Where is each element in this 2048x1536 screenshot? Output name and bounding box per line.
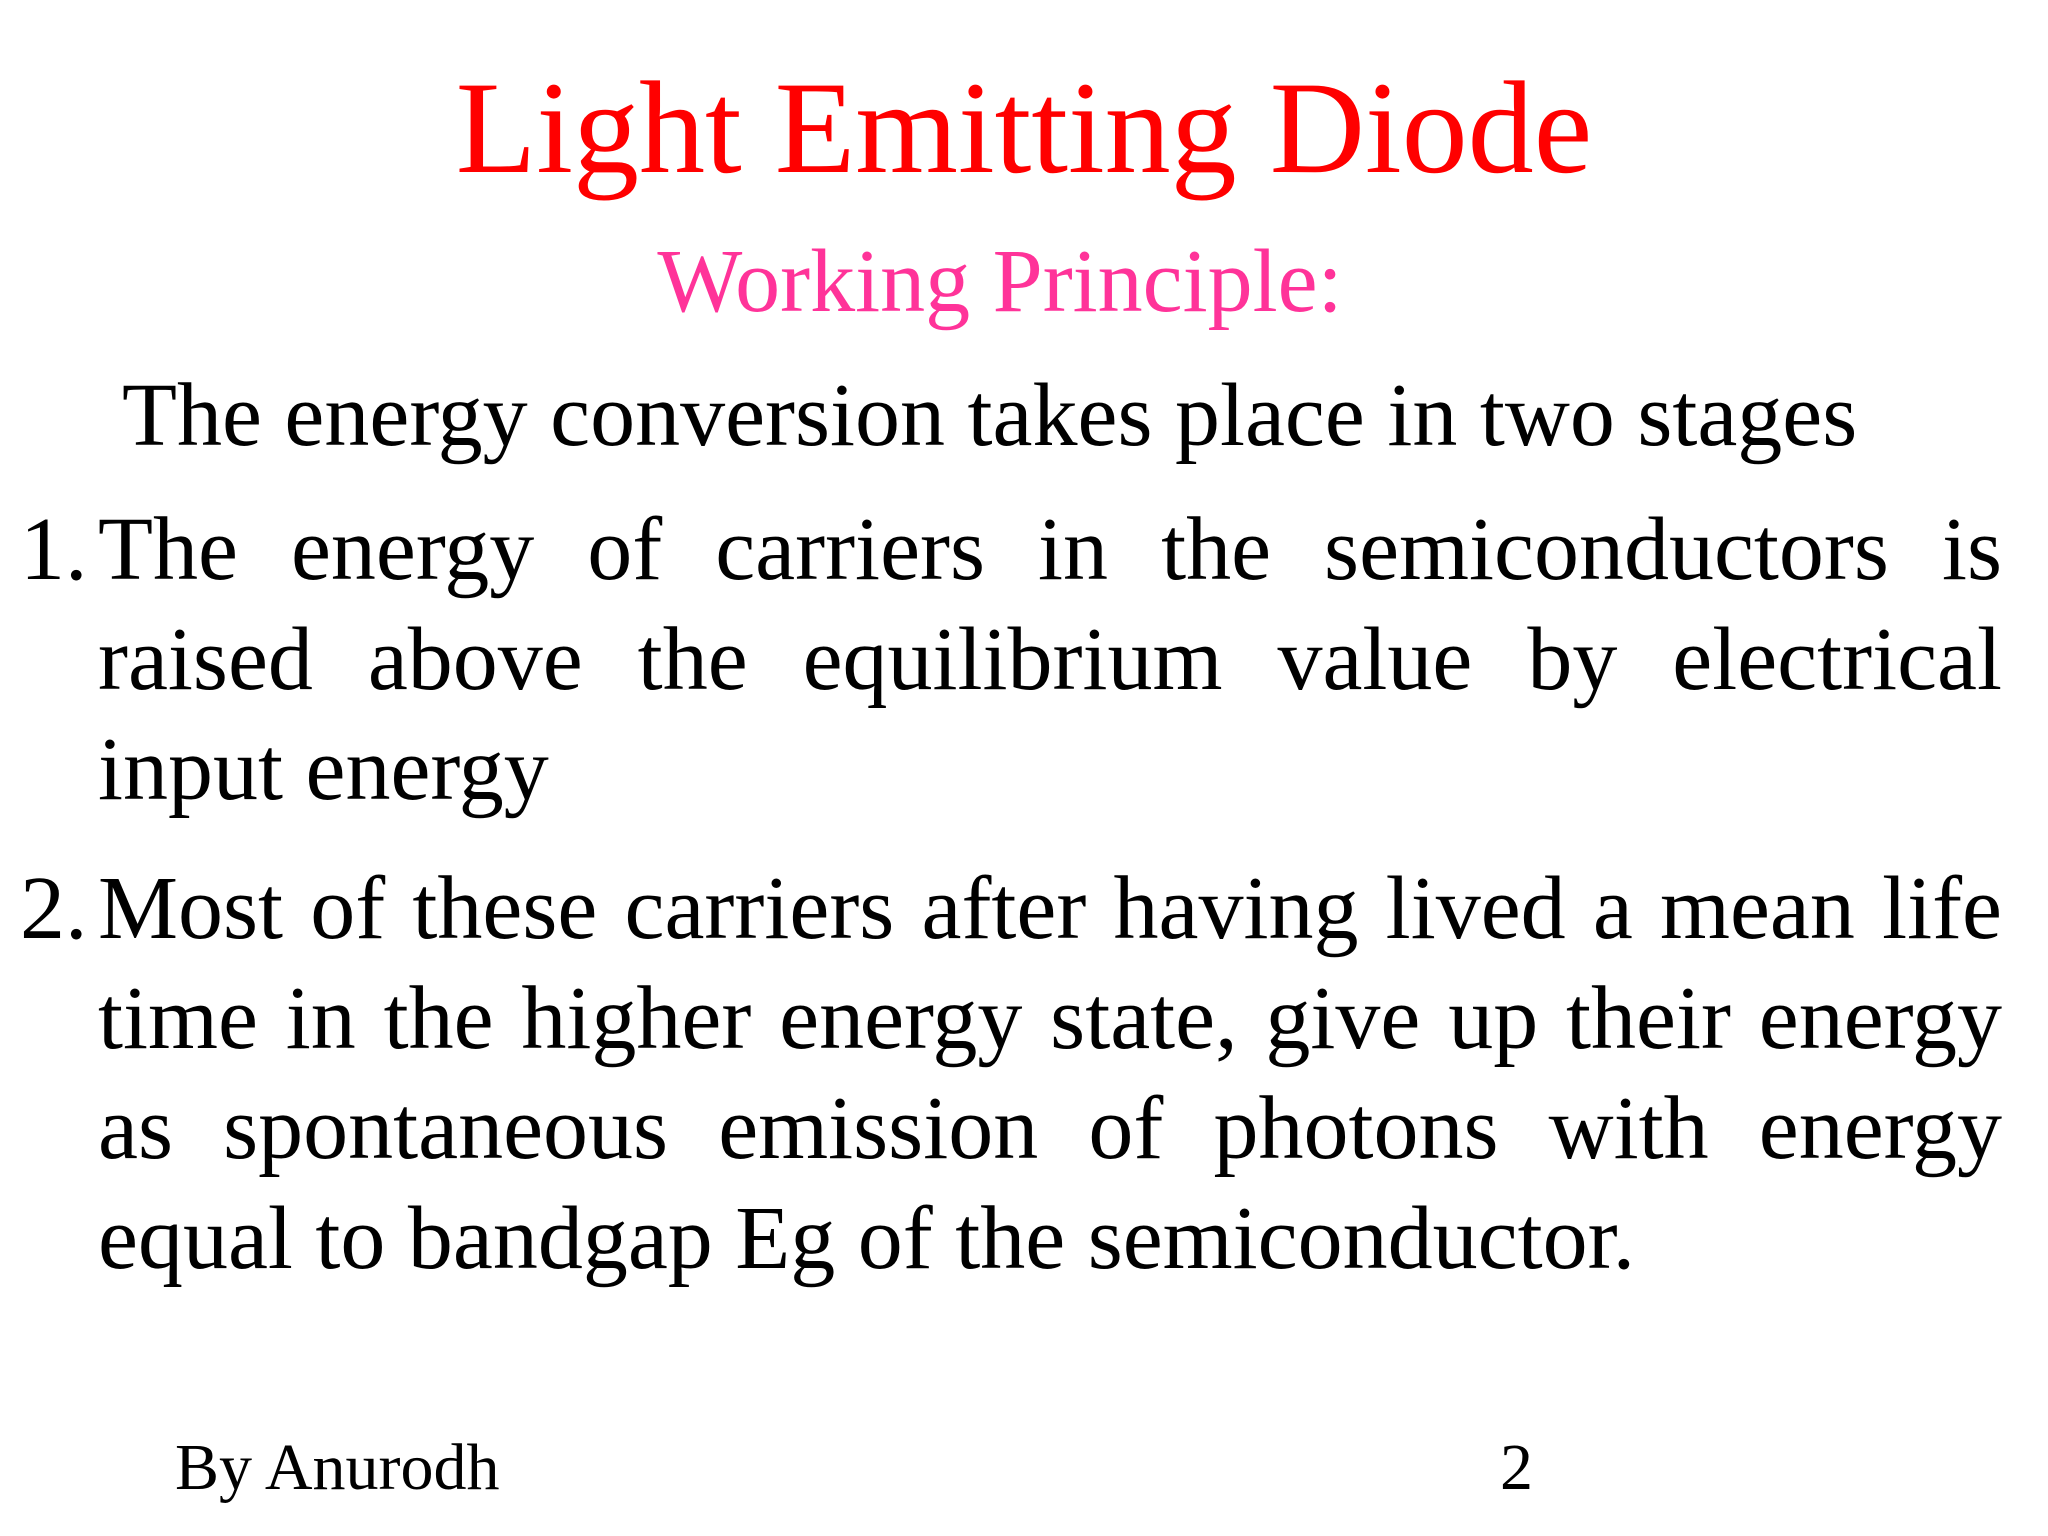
slide-subtitle: Working Principle:	[657, 232, 1343, 331]
page-number: 2	[1500, 1431, 1533, 1504]
list-item-text: Most of these carriers after having lived a mean life time in the higher energy state, give up their energy as spontaneous emission of photons with energy equal to bandgap Eg of the semiconductor.	[98, 859, 2002, 1288]
list-item	[20, 854, 2002, 1294]
list-item-number: 2.	[20, 859, 88, 958]
slide-title: Light Emitting Diode	[455, 54, 1593, 201]
intro-text: The energy conversion takes place in two stages	[122, 366, 1858, 465]
footer-author: By Anurodh	[175, 1431, 500, 1504]
list-item-number: 1.	[20, 500, 88, 599]
list-item-text: The energy of carriers in the semiconductors is raised above the equilibrium value by electrical input energy	[98, 500, 2002, 819]
list-item	[20, 495, 2002, 825]
